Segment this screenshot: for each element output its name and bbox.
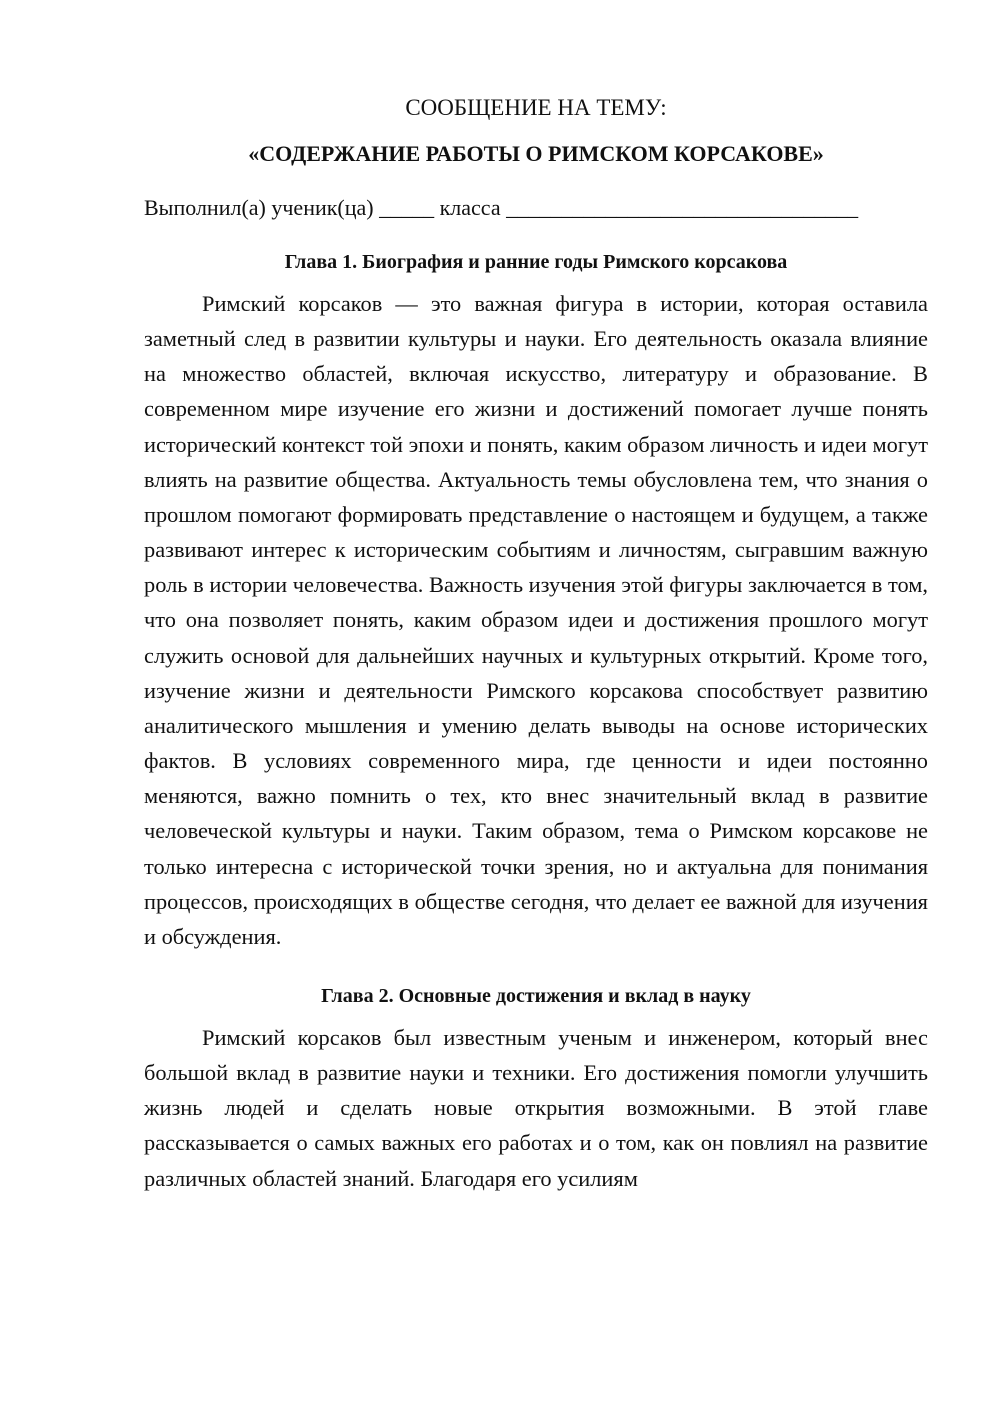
chapter-1-heading: Глава 1. Биография и ранние годы Римского корсакова [284, 251, 788, 273]
document-title-line-1: СООБЩЕНИЕ НА ТЕМУ: [405, 95, 667, 120]
document-page [144, 90, 928, 1196]
chapter-2-heading: Глава 2. Основные достижения и вклад в науку [321, 984, 751, 1007]
author-line: Выполнил(а) ученик(ца) _____ класса ________________________________ [144, 195, 859, 220]
chapter-1-paragraph: Римский корсаков — это важная фигура в истории, которая оставила заметный след в развитии культуры и науки. Его деятельность оказала влияние на множество областей, включая искусство, литературу и образование. В современном мире изучение его жизни и достижений помогает лучше понять исторический контекст той эпохи и понять, каким образом личность и идеи могут влиять на развитие общества. Актуальность темы обусловлена тем, что знания о прошлом помогают формировать представление о настоящем и будущем, а также развивают интерес к историческим событиям и личностям, сыгравшим важную роль в истории человечества. Важность изучения этой фигуры заключается в том, что она позволяет понять, каким образом идеи и достижения прошлого могут служить основой для дальнейших научных и культурных открытий. Кроме того, изучение жизни и деятельности Римского корсакова способствует развитию аналитического мышления и умению делать выводы на основе исторических фактов. В условиях современного мира, где ценности и идеи постоянно меняются, важно помнить о тех, кто внес значительный вклад в развитие человеческой культуры и науки. Таким образом, тема о Римском корсакове не только интересна с исторической точки зрения, но и актуальна для понимания процессов, происходящих в обществе сегодня, что делает ее важной для изучения и обсуждения. [144, 291, 928, 949]
document-title-line-2: «СОДЕРЖАНИЕ РАБОТЫ О РИМСКОМ КОРСАКОВЕ» [248, 141, 824, 166]
chapter-2-paragraph: Римский корсаков был известным ученым и инженером, который внес большой вклад в развитие науки и техники. Его достижения помогли улучшить жизнь людей и сделать новые открытия возможными. В этой главе рассказывается о самых важных его работах и о том, как он повлиял на развитие различных областей знаний. Благодаря его усилиям [144, 1024, 928, 1191]
